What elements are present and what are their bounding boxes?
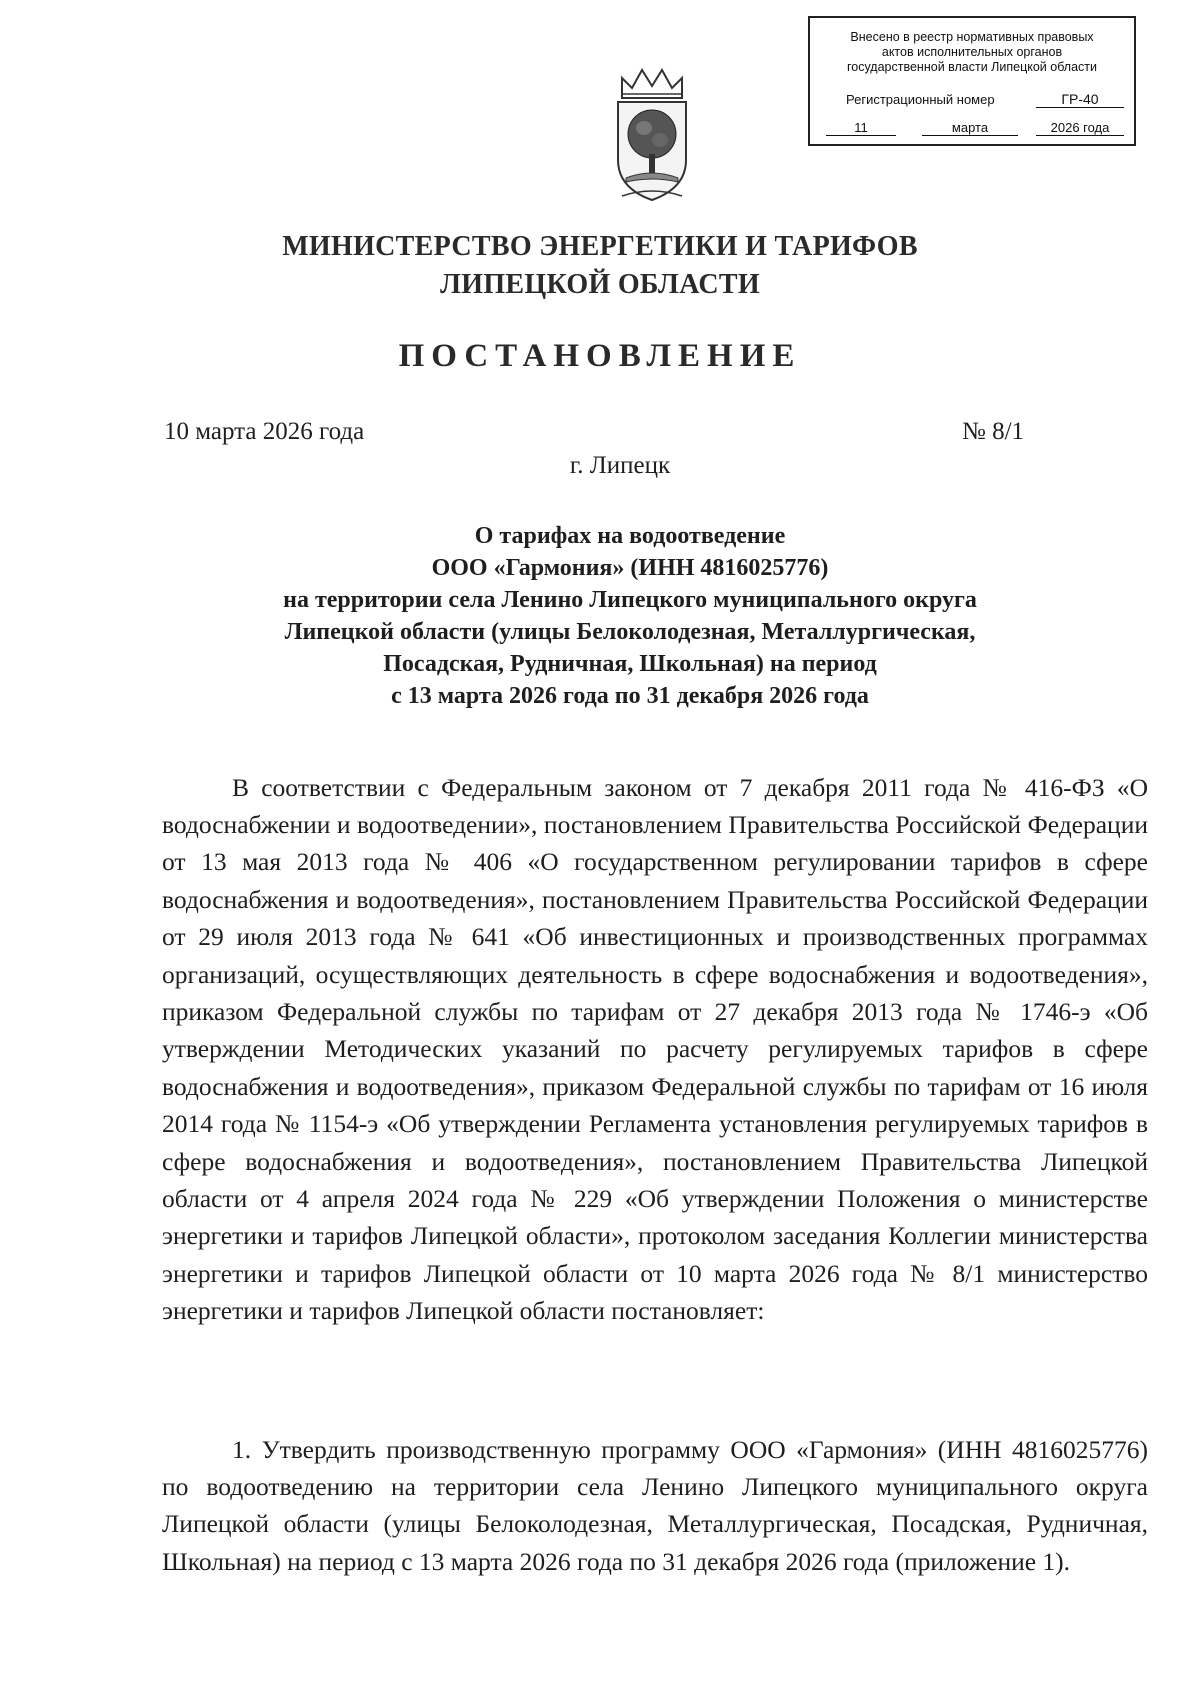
document-date: 10 марта 2026 года bbox=[164, 418, 365, 445]
document-title bbox=[200, 520, 1060, 712]
stamp-reg-number: ГР-40 bbox=[1036, 92, 1124, 108]
stamp-line: государственной власти Липецкой области bbox=[846, 60, 1098, 74]
title-line: с 13 марта 2026 года по 31 декабря 2026 года bbox=[391, 683, 869, 709]
title-line: О тарифах на водоотведение bbox=[474, 523, 786, 549]
ministry-line: ЛИПЕЦКОЙ ОБЛАСТИ bbox=[440, 269, 760, 300]
ministry-name bbox=[0, 228, 1200, 304]
title-line: на территории села Ленино Липецкого муниципального округа bbox=[283, 587, 977, 613]
title-line: Липецкой области (улицы Белоколодезная, Металлургическая, bbox=[284, 619, 976, 645]
stamp-line: актов исполнительных органов bbox=[881, 45, 1063, 59]
title-line: ООО «Гармония» (ИНН 4816025776) bbox=[431, 555, 829, 581]
preamble-paragraph: В соответствии с Федеральным законом от 7 декабря 2011 года № 416-ФЗ «О водоснабжении и водоотведении», постановлением Правительства Российской Федерации от 13 мая 2013 года № 406 «О государственном регулировании тарифов в сфере водоснабжения и водоотведения», постановлением Правительства Российской Федерации от 29 июля 2013 года № 641 «Об инвестиционных и производственных программах организаций, осуществляющих деятельность в сфере водоснабжения и водоотведения», приказом Федеральной службы по тарифам от 27 декабря 2013 года № 1746-э «Об утверждении Методических указаний по расчету регулируемых тарифов в сфере водоснабжения и водоотведения», приказом Федеральной службы по тарифам от 16 июля 2014 года № 1154-э «Об утверждении Регламента установления регулируемых тарифов в сфере водоснабжения и водоотведения», постановлением Правительства Липецкой области от 4 апреля 2024 года № 229 «Об утверждении Положения о министерстве энергетики и тарифов Липецкой области», протоколом заседания Коллегии министерства энергетики и тарифов Липецкой области от 10 марта 2026 года № 8/1 министерство энергетики и тарифов Липецкой области постановляет: bbox=[162, 772, 1148, 1326]
stamp-month: марта bbox=[922, 120, 1018, 136]
document-number: № 8/1 bbox=[962, 418, 1025, 445]
stamp-text bbox=[814, 30, 1130, 75]
stamp-year: 2026 года bbox=[1036, 120, 1124, 136]
item-1-paragraph: 1. Утвердить производственную программу ООО «Гармония» (ИНН 4816025776) по водоотведению на территории села Ленино Липецкого муниципального округа Липецкой области (улицы Белоколодезная, Металлургическая, Посадская, Рудничная, Школьная) на период с 13 марта 2026 года по 31 декабря 2026 года (приложение 1). bbox=[162, 1434, 1148, 1576]
stamp-day: 11 bbox=[826, 120, 896, 136]
registry-stamp bbox=[808, 16, 1136, 146]
title-line: Посадская, Рудничная, Школьная) на период bbox=[383, 651, 877, 677]
lipetsk-coat-of-arms-icon bbox=[612, 64, 692, 206]
ministry-line: МИНИСТЕРСТВО ЭНЕРГЕТИКИ И ТАРИФОВ bbox=[282, 231, 918, 262]
stamp-reg-label: Регистрационный номер bbox=[846, 92, 995, 107]
stamp-line: Внесено в реестр нормативных правовых bbox=[850, 30, 1094, 44]
document-city: г. Липецк bbox=[569, 452, 671, 479]
document-type: ПОСТАНОВЛЕНИЕ bbox=[398, 338, 802, 374]
